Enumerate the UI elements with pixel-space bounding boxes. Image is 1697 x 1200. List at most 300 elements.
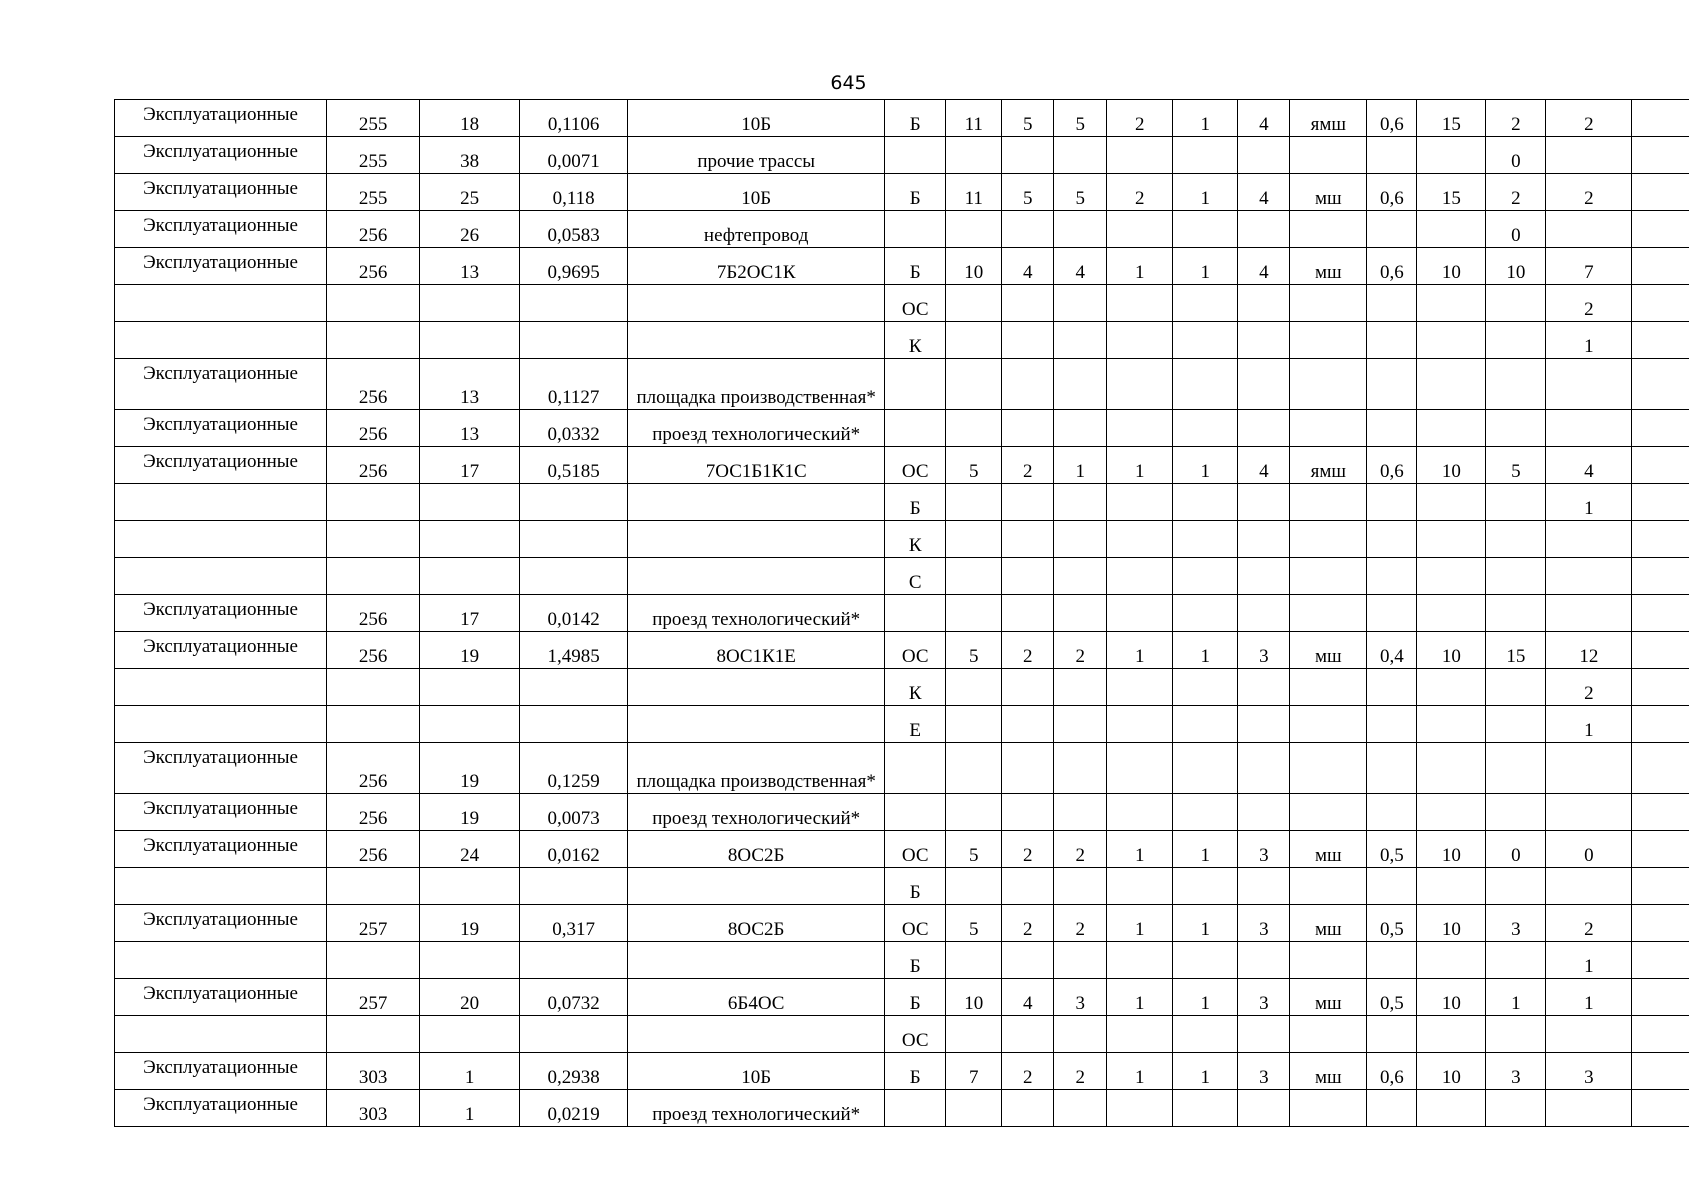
species-share-cell: 5	[946, 831, 1002, 868]
stand-class-cell	[1238, 1016, 1290, 1053]
species-cell: Б	[885, 1053, 946, 1090]
category-cell	[115, 706, 327, 743]
purpose-cell: 8ОС2Б	[628, 905, 885, 942]
category-cell: Эксплуатационные	[115, 137, 327, 174]
density-cell: 1	[1173, 447, 1238, 484]
height-cell	[1417, 285, 1486, 322]
table-row	[115, 211, 1690, 248]
stand-class-cell: 3	[1238, 831, 1290, 868]
density-cell	[1173, 743, 1238, 794]
table-row	[115, 1090, 1690, 1127]
age-group-cell	[1054, 868, 1107, 905]
height-cell	[1417, 359, 1486, 410]
bonitet-cell	[1107, 484, 1173, 521]
table-row	[115, 743, 1690, 794]
species-stock-cell: 12	[1546, 632, 1632, 669]
quarter-cell	[327, 322, 420, 359]
stock-cell	[1486, 669, 1546, 706]
purpose-cell	[628, 706, 885, 743]
bonitet-cell	[1107, 942, 1173, 979]
fullness-cell: 0,6	[1367, 1053, 1417, 1090]
fullness-cell: 0,4	[1367, 632, 1417, 669]
age-group-cell: 1	[1054, 447, 1107, 484]
area-cell: 0,0583	[520, 211, 628, 248]
forest-type-cell: мш	[1290, 831, 1367, 868]
plot-cell: 1	[420, 1090, 520, 1127]
quarter-cell: 257	[327, 905, 420, 942]
forest-type-cell	[1290, 1090, 1367, 1127]
fullness-cell	[1367, 359, 1417, 410]
height-cell	[1417, 1016, 1486, 1053]
species-share-cell	[946, 558, 1002, 595]
purpose-cell: проезд технологический*	[628, 1090, 885, 1127]
area-cell	[520, 669, 628, 706]
purpose-cell: 8ОС2Б	[628, 831, 885, 868]
height-cell: 10	[1417, 831, 1486, 868]
bonitet-cell	[1107, 558, 1173, 595]
age-class-cell	[1002, 322, 1054, 359]
table-row	[115, 979, 1690, 1016]
density-cell	[1173, 706, 1238, 743]
bonitet-cell: 1	[1107, 979, 1173, 1016]
density-cell	[1173, 410, 1238, 447]
stand-class-cell	[1238, 1090, 1290, 1127]
age-group-cell	[1054, 794, 1107, 831]
height-cell	[1417, 322, 1486, 359]
category-cell: Эксплуатационные	[115, 447, 327, 484]
species-share-cell	[946, 794, 1002, 831]
category-cell	[115, 285, 327, 322]
stock-cell	[1486, 743, 1546, 794]
forest-type-cell	[1290, 359, 1367, 410]
age-group-cell: 2	[1054, 905, 1107, 942]
species-cell: К	[885, 322, 946, 359]
stand-class-cell	[1238, 137, 1290, 174]
age-group-cell	[1054, 743, 1107, 794]
plot-cell	[420, 322, 520, 359]
age-group-cell	[1054, 1016, 1107, 1053]
species-cell: Б	[885, 979, 946, 1016]
fullness-cell	[1367, 211, 1417, 248]
purpose-cell	[628, 558, 885, 595]
extra-cell	[1632, 359, 1689, 410]
stand-class-cell: 4	[1238, 248, 1290, 285]
forest-type-cell	[1290, 410, 1367, 447]
quarter-cell: 256	[327, 359, 420, 410]
density-cell: 1	[1173, 905, 1238, 942]
area-cell	[520, 521, 628, 558]
species-stock-cell: 2	[1546, 285, 1632, 322]
purpose-cell	[628, 1016, 885, 1053]
quarter-cell	[327, 521, 420, 558]
area-cell	[520, 558, 628, 595]
forest-type-cell: ямш	[1290, 447, 1367, 484]
table-row	[115, 484, 1690, 521]
area-cell: 0,2938	[520, 1053, 628, 1090]
category-cell	[115, 322, 327, 359]
height-cell: 10	[1417, 447, 1486, 484]
density-cell	[1173, 558, 1238, 595]
age-group-cell	[1054, 285, 1107, 322]
area-cell: 0,0162	[520, 831, 628, 868]
extra-cell	[1632, 743, 1689, 794]
stock-cell	[1486, 521, 1546, 558]
quarter-cell: 257	[327, 979, 420, 1016]
purpose-cell	[628, 521, 885, 558]
category-cell	[115, 669, 327, 706]
density-cell	[1173, 794, 1238, 831]
area-cell	[520, 1016, 628, 1053]
stand-class-cell: 4	[1238, 447, 1290, 484]
table-row	[115, 558, 1690, 595]
quarter-cell	[327, 868, 420, 905]
purpose-cell: площадка производственная*	[628, 359, 885, 410]
species-cell: К	[885, 669, 946, 706]
bonitet-cell	[1107, 322, 1173, 359]
density-cell	[1173, 669, 1238, 706]
density-cell: 1	[1173, 100, 1238, 137]
table-row	[115, 1016, 1690, 1053]
plot-cell: 25	[420, 174, 520, 211]
stand-class-cell	[1238, 794, 1290, 831]
species-cell	[885, 743, 946, 794]
age-class-cell	[1002, 1090, 1054, 1127]
stand-class-cell	[1238, 706, 1290, 743]
age-group-cell	[1054, 558, 1107, 595]
plot-cell	[420, 484, 520, 521]
density-cell: 1	[1173, 1053, 1238, 1090]
bonitet-cell	[1107, 669, 1173, 706]
bonitet-cell	[1107, 521, 1173, 558]
species-share-cell: 5	[946, 447, 1002, 484]
species-cell: Б	[885, 484, 946, 521]
purpose-cell	[628, 484, 885, 521]
species-share-cell	[946, 359, 1002, 410]
purpose-cell: 7Б2ОС1К	[628, 248, 885, 285]
height-cell	[1417, 595, 1486, 632]
age-class-cell	[1002, 521, 1054, 558]
age-class-cell	[1002, 794, 1054, 831]
species-stock-cell	[1546, 211, 1632, 248]
height-cell: 15	[1417, 174, 1486, 211]
forest-type-cell	[1290, 669, 1367, 706]
stock-cell	[1486, 595, 1546, 632]
purpose-cell	[628, 942, 885, 979]
quarter-cell: 256	[327, 595, 420, 632]
stand-class-cell	[1238, 521, 1290, 558]
age-group-cell	[1054, 211, 1107, 248]
stock-cell: 1	[1486, 979, 1546, 1016]
plot-cell	[420, 669, 520, 706]
stand-class-cell	[1238, 484, 1290, 521]
extra-cell	[1632, 942, 1689, 979]
extra-cell	[1632, 322, 1689, 359]
species-stock-cell: 1	[1546, 322, 1632, 359]
table-row	[115, 137, 1690, 174]
table-row	[115, 100, 1690, 137]
stock-cell: 0	[1486, 137, 1546, 174]
age-group-cell	[1054, 359, 1107, 410]
species-cell: Б	[885, 248, 946, 285]
category-cell	[115, 942, 327, 979]
plot-cell	[420, 942, 520, 979]
bonitet-cell	[1107, 285, 1173, 322]
table-row	[115, 174, 1690, 211]
species-stock-cell: 2	[1546, 174, 1632, 211]
quarter-cell	[327, 1016, 420, 1053]
species-stock-cell: 7	[1546, 248, 1632, 285]
species-cell: ОС	[885, 905, 946, 942]
purpose-cell	[628, 285, 885, 322]
height-cell	[1417, 706, 1486, 743]
area-cell: 0,5185	[520, 447, 628, 484]
plot-cell: 19	[420, 632, 520, 669]
table-row	[115, 669, 1690, 706]
species-stock-cell	[1546, 558, 1632, 595]
forest-type-cell	[1290, 484, 1367, 521]
fullness-cell	[1367, 322, 1417, 359]
stock-cell: 3	[1486, 1053, 1546, 1090]
fullness-cell	[1367, 942, 1417, 979]
table-row	[115, 322, 1690, 359]
species-stock-cell	[1546, 1090, 1632, 1127]
species-stock-cell: 1	[1546, 706, 1632, 743]
quarter-cell	[327, 669, 420, 706]
species-cell	[885, 211, 946, 248]
height-cell: 10	[1417, 632, 1486, 669]
fullness-cell	[1367, 669, 1417, 706]
area-cell	[520, 484, 628, 521]
stock-cell: 0	[1486, 831, 1546, 868]
bonitet-cell: 1	[1107, 447, 1173, 484]
plot-cell	[420, 285, 520, 322]
species-share-cell: 11	[946, 174, 1002, 211]
species-share-cell	[946, 322, 1002, 359]
height-cell	[1417, 137, 1486, 174]
age-class-cell: 2	[1002, 831, 1054, 868]
bonitet-cell: 1	[1107, 831, 1173, 868]
age-class-cell	[1002, 211, 1054, 248]
plot-cell	[420, 558, 520, 595]
species-stock-cell	[1546, 137, 1632, 174]
species-stock-cell: 2	[1546, 669, 1632, 706]
stand-class-cell: 3	[1238, 979, 1290, 1016]
quarter-cell	[327, 706, 420, 743]
age-group-cell	[1054, 669, 1107, 706]
species-stock-cell: 1	[1546, 484, 1632, 521]
species-cell	[885, 359, 946, 410]
bonitet-cell	[1107, 410, 1173, 447]
density-cell	[1173, 521, 1238, 558]
extra-cell	[1632, 521, 1689, 558]
category-cell: Эксплуатационные	[115, 174, 327, 211]
stand-class-cell	[1238, 595, 1290, 632]
stand-class-cell	[1238, 285, 1290, 322]
fullness-cell	[1367, 521, 1417, 558]
species-stock-cell	[1546, 794, 1632, 831]
stock-cell: 5	[1486, 447, 1546, 484]
category-cell	[115, 558, 327, 595]
age-group-cell: 4	[1054, 248, 1107, 285]
bonitet-cell: 1	[1107, 905, 1173, 942]
stock-cell	[1486, 484, 1546, 521]
quarter-cell	[327, 285, 420, 322]
extra-cell	[1632, 174, 1689, 211]
fullness-cell	[1367, 285, 1417, 322]
fullness-cell: 0,5	[1367, 831, 1417, 868]
stand-class-cell	[1238, 322, 1290, 359]
forest-type-cell: мш	[1290, 174, 1367, 211]
table-row	[115, 868, 1690, 905]
species-share-cell	[946, 595, 1002, 632]
table-row	[115, 632, 1690, 669]
species-share-cell: 5	[946, 632, 1002, 669]
species-cell: ОС	[885, 285, 946, 322]
species-stock-cell: 2	[1546, 905, 1632, 942]
area-cell: 0,118	[520, 174, 628, 211]
stand-class-cell	[1238, 942, 1290, 979]
age-class-cell	[1002, 743, 1054, 794]
age-class-cell	[1002, 410, 1054, 447]
age-class-cell: 4	[1002, 979, 1054, 1016]
density-cell	[1173, 359, 1238, 410]
stand-class-cell	[1238, 410, 1290, 447]
quarter-cell: 256	[327, 447, 420, 484]
forest-type-cell	[1290, 868, 1367, 905]
species-share-cell	[946, 942, 1002, 979]
forest-type-cell: мш	[1290, 248, 1367, 285]
age-class-cell	[1002, 1016, 1054, 1053]
bonitet-cell	[1107, 359, 1173, 410]
stand-class-cell	[1238, 558, 1290, 595]
category-cell: Эксплуатационные	[115, 211, 327, 248]
height-cell	[1417, 942, 1486, 979]
stock-cell	[1486, 706, 1546, 743]
height-cell	[1417, 743, 1486, 794]
height-cell	[1417, 410, 1486, 447]
species-cell: С	[885, 558, 946, 595]
area-cell: 0,0142	[520, 595, 628, 632]
extra-cell	[1632, 632, 1689, 669]
table-row	[115, 794, 1690, 831]
species-cell	[885, 1090, 946, 1127]
extra-cell	[1632, 1053, 1689, 1090]
area-cell	[520, 285, 628, 322]
density-cell: 1	[1173, 831, 1238, 868]
density-cell	[1173, 1090, 1238, 1127]
area-cell	[520, 706, 628, 743]
category-cell	[115, 1016, 327, 1053]
area-cell: 0,0219	[520, 1090, 628, 1127]
table-row	[115, 410, 1690, 447]
species-stock-cell: 3	[1546, 1053, 1632, 1090]
fullness-cell	[1367, 558, 1417, 595]
age-class-cell: 5	[1002, 174, 1054, 211]
bonitet-cell: 1	[1107, 1053, 1173, 1090]
plot-cell: 13	[420, 410, 520, 447]
species-stock-cell	[1546, 595, 1632, 632]
plot-cell: 1	[420, 1053, 520, 1090]
fullness-cell	[1367, 743, 1417, 794]
fullness-cell	[1367, 868, 1417, 905]
forest-type-cell: ямш	[1290, 100, 1367, 137]
age-group-cell: 2	[1054, 831, 1107, 868]
species-cell: ОС	[885, 632, 946, 669]
fullness-cell	[1367, 595, 1417, 632]
species-cell	[885, 794, 946, 831]
species-cell: ОС	[885, 831, 946, 868]
stock-cell	[1486, 868, 1546, 905]
purpose-cell: площадка производственная*	[628, 743, 885, 794]
fullness-cell: 0,5	[1367, 905, 1417, 942]
density-cell	[1173, 137, 1238, 174]
age-class-cell: 5	[1002, 100, 1054, 137]
purpose-cell	[628, 669, 885, 706]
area-cell: 0,0332	[520, 410, 628, 447]
quarter-cell: 303	[327, 1053, 420, 1090]
age-class-cell	[1002, 285, 1054, 322]
density-cell	[1173, 868, 1238, 905]
forest-type-cell: мш	[1290, 979, 1367, 1016]
forest-type-cell	[1290, 743, 1367, 794]
height-cell	[1417, 794, 1486, 831]
extra-cell	[1632, 1090, 1689, 1127]
species-stock-cell: 4	[1546, 447, 1632, 484]
purpose-cell: проезд технологический*	[628, 595, 885, 632]
stock-cell	[1486, 359, 1546, 410]
density-cell: 1	[1173, 979, 1238, 1016]
area-cell: 0,0073	[520, 794, 628, 831]
forest-type-cell	[1290, 794, 1367, 831]
species-cell: К	[885, 521, 946, 558]
fullness-cell	[1367, 1090, 1417, 1127]
category-cell: Эксплуатационные	[115, 743, 327, 794]
table-row	[115, 248, 1690, 285]
area-cell: 0,9695	[520, 248, 628, 285]
extra-cell	[1632, 868, 1689, 905]
species-stock-cell: 2	[1546, 100, 1632, 137]
bonitet-cell	[1107, 706, 1173, 743]
purpose-cell	[628, 868, 885, 905]
species-cell	[885, 137, 946, 174]
quarter-cell: 303	[327, 1090, 420, 1127]
species-cell: Б	[885, 942, 946, 979]
table-row	[115, 905, 1690, 942]
area-cell: 0,1259	[520, 743, 628, 794]
age-group-cell: 2	[1054, 1053, 1107, 1090]
extra-cell	[1632, 905, 1689, 942]
stand-class-cell	[1238, 211, 1290, 248]
species-stock-cell	[1546, 743, 1632, 794]
height-cell	[1417, 521, 1486, 558]
extra-cell	[1632, 1016, 1689, 1053]
table-row	[115, 285, 1690, 322]
plot-cell: 17	[420, 447, 520, 484]
stock-cell	[1486, 322, 1546, 359]
fullness-cell: 0,5	[1367, 979, 1417, 1016]
bonitet-cell	[1107, 211, 1173, 248]
stand-class-cell	[1238, 743, 1290, 794]
density-cell: 1	[1173, 174, 1238, 211]
plot-cell	[420, 868, 520, 905]
fullness-cell	[1367, 410, 1417, 447]
age-group-cell	[1054, 322, 1107, 359]
forest-type-cell	[1290, 942, 1367, 979]
age-group-cell	[1054, 521, 1107, 558]
species-cell: Е	[885, 706, 946, 743]
plot-cell: 24	[420, 831, 520, 868]
species-share-cell: 5	[946, 905, 1002, 942]
